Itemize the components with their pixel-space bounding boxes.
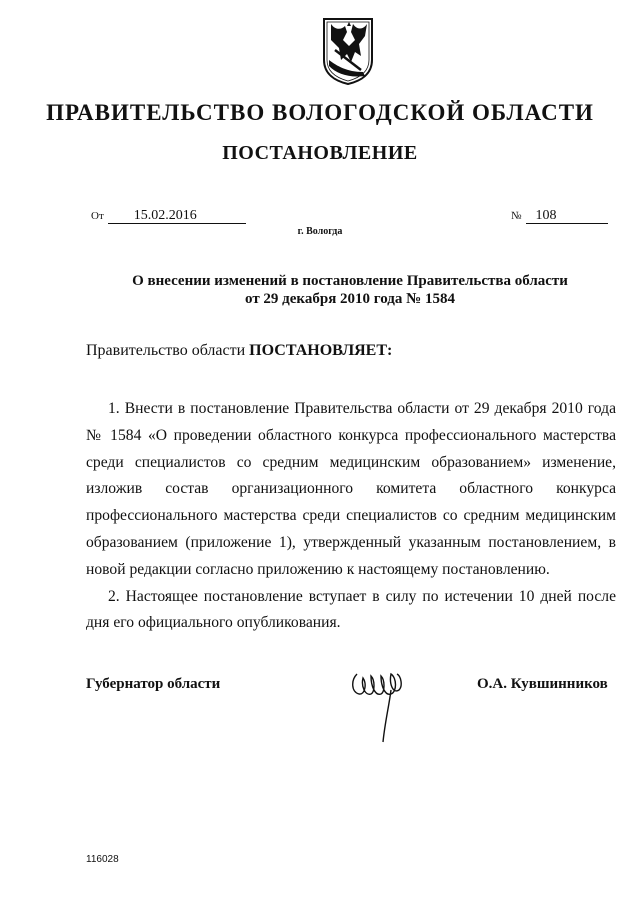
document-code: 116028 — [86, 854, 119, 865]
paragraph-1: 1. Внести в постановление Правительства области от 29 декабря 2010 года № 1584 «О проведении областного конкурса профессионального мастерства среди специалистов со средним медицинским образованием» изменение, изложив состав организационного комитета областного конкурса профессионального мастерства среди специалистов со средним медицинским образованием (приложение 1), утвержденный указанным постановлением, в новой редакции согласно приложению к настоящему постановлению. — [86, 400, 616, 578]
signatory-role: Губернатор области — [86, 676, 221, 692]
paragraph-2: 2. Настоящее постановление вступает в силу по истечении 10 дней после дня его официального опубликования. — [86, 587, 616, 632]
document-subject — [90, 272, 610, 308]
government-title: ПРАВИТЕЛЬСТВО ВОЛОГОДСКОЙ ОБЛАСТИ — [46, 100, 594, 125]
coat-of-arms-icon — [321, 16, 375, 86]
number-label: № — [511, 210, 522, 222]
city-label: г. Вологда — [297, 226, 343, 237]
date-value: 15.02.2016 — [108, 209, 246, 224]
preamble — [86, 342, 392, 360]
handwritten-signature-icon — [345, 660, 415, 746]
date-field — [91, 207, 246, 224]
preamble-text: Правительство области — [86, 342, 246, 359]
document-type: ПОСТАНОВЛЕНИЕ — [222, 142, 418, 164]
subject-line-2: от 29 декабря 2010 года № 1584 — [245, 291, 455, 307]
preamble-emphasis: ПОСТАНОВЛЯЕТ: — [249, 342, 393, 359]
signatory-name: О.А. Кувшинников — [477, 676, 608, 692]
document-body — [86, 396, 616, 637]
date-label: От — [91, 210, 104, 222]
number-value: 108 — [526, 209, 608, 224]
number-field — [511, 207, 608, 224]
subject-line-1: О внесении изменений в постановление Правительства области — [132, 273, 568, 289]
